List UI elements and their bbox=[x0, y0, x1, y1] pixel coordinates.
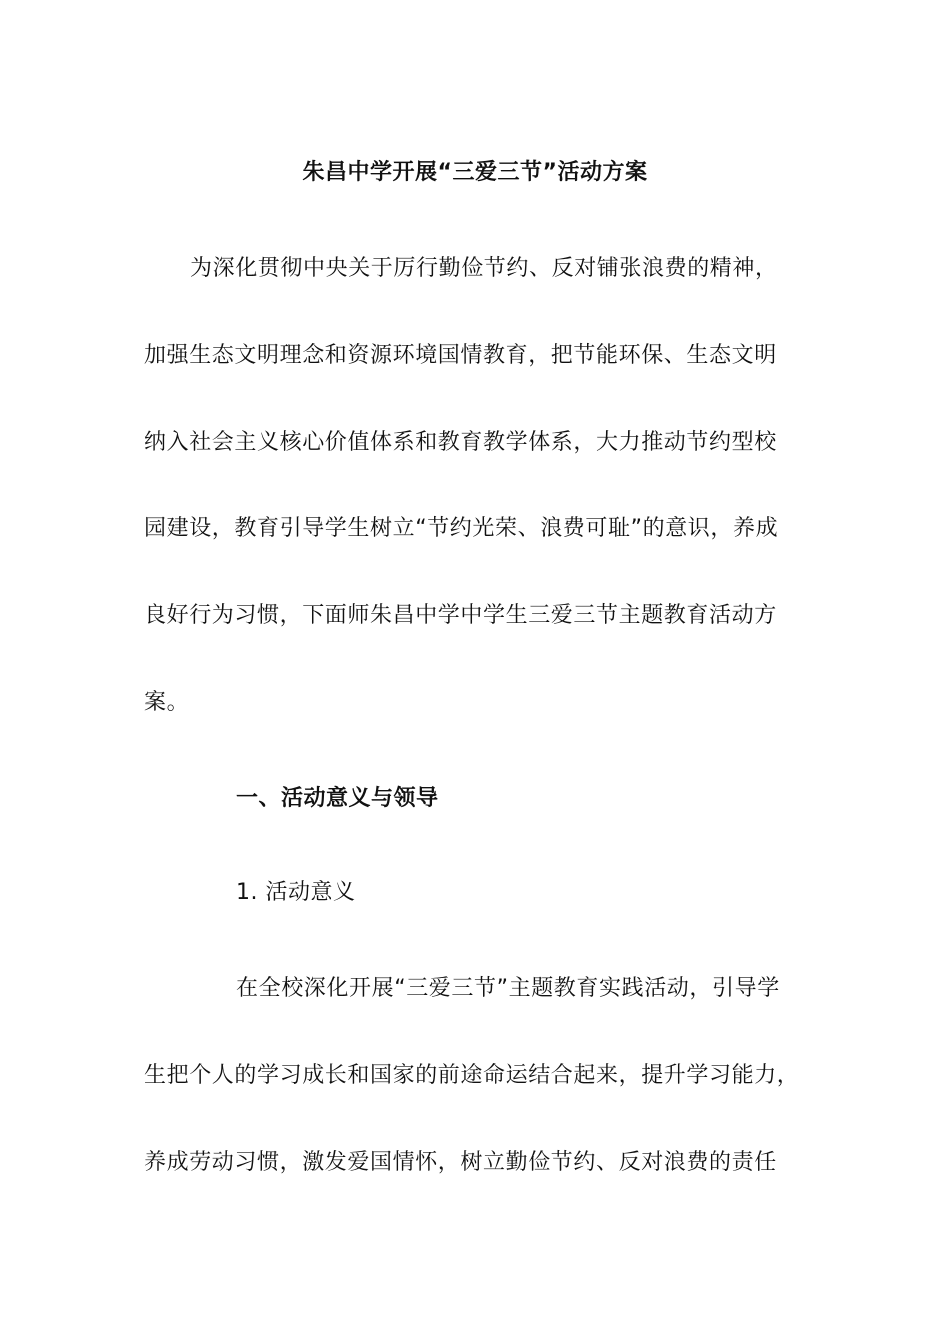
intro-line-6: 案。 bbox=[144, 690, 190, 715]
intro-line-2: 加强生态文明理念和资源环境国情教育，把节能环保、生态文明 bbox=[144, 343, 777, 368]
section1-line-1: 在全校深化开展“三爱三节”主题教育实践活动，引导学 bbox=[236, 976, 780, 1001]
document-title: 朱昌中学开展“三爱三节”活动方案 bbox=[302, 160, 648, 185]
section1-line-2: 生把个人的学习成长和国家的前途命运结合起来，提升学习能力， bbox=[144, 1063, 800, 1088]
intro-line-3: 纳入社会主义核心价值体系和教育教学体系，大力推动节约型校 bbox=[144, 430, 777, 455]
subsection-heading-1: 1. 活动意义 bbox=[236, 880, 356, 905]
intro-line-4: 园建设，教育引导学生树立“节约光荣、浪费可耻”的意识，养成 bbox=[144, 516, 779, 541]
intro-line-5: 良好行为习惯，下面师朱昌中学中学生三爱三节主题教育活动方 bbox=[144, 603, 777, 628]
section-heading-1: 一、活动意义与领导 bbox=[236, 786, 439, 811]
section1-line-3: 养成劳动习惯，激发爱国情怀，树立勤俭节约、反对浪费的责任 bbox=[144, 1150, 777, 1175]
intro-line-1: 为深化贯彻中央关于厉行勤俭节约、反对铺张浪费的精神， bbox=[190, 256, 778, 281]
